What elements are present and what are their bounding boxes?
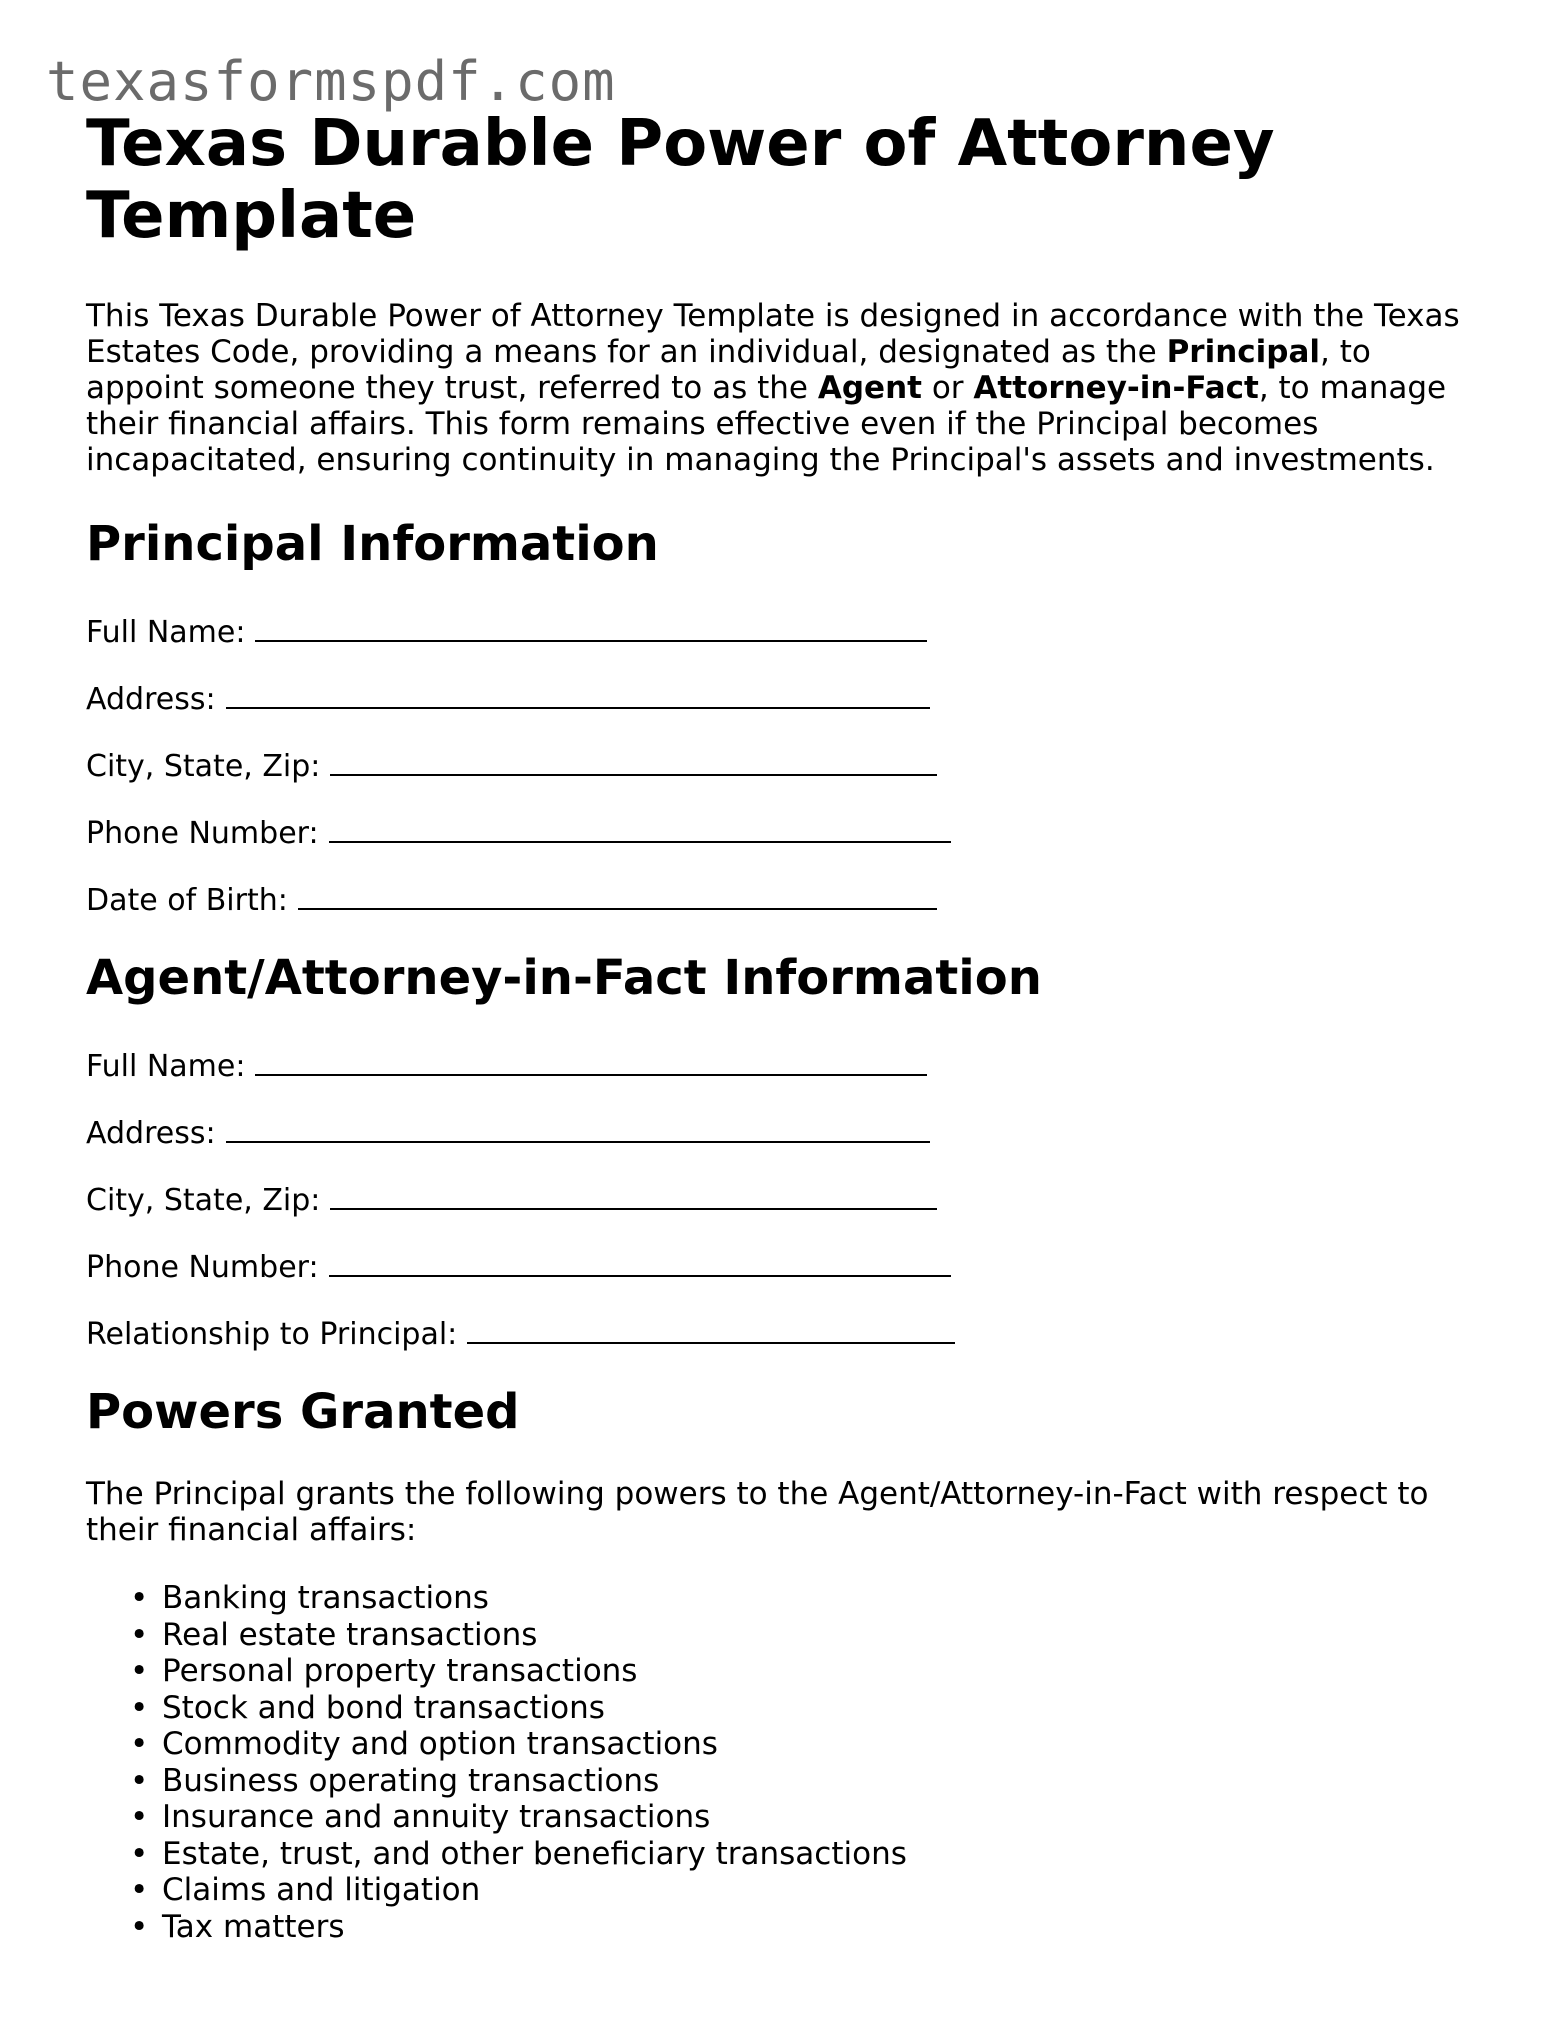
list-item bbox=[130, 1726, 907, 1763]
field-label: Address: bbox=[86, 1116, 216, 1151]
principal-phone-field bbox=[86, 813, 951, 852]
list-item bbox=[130, 1799, 907, 1836]
list-item bbox=[130, 1872, 907, 1909]
bullet-icon: • bbox=[130, 1799, 149, 1835]
powers-intro-text: The Principal grants the following powers to the Agent/Attorney-in-Fact with respect to their financial affairs: bbox=[86, 1476, 1429, 1548]
power-label: Commodity and option transactions bbox=[162, 1726, 718, 1762]
principal-city-state-zip-field bbox=[86, 746, 937, 785]
bullet-icon: • bbox=[130, 1653, 149, 1689]
list-item bbox=[130, 1616, 907, 1654]
agent-relationship-blank[interactable] bbox=[467, 1314, 955, 1344]
field-label: Phone Number: bbox=[86, 1250, 319, 1285]
agent-phone-field bbox=[86, 1247, 951, 1286]
principal-section-heading: Principal Information bbox=[86, 516, 659, 572]
power-label: Tax matters bbox=[162, 1908, 345, 1945]
intro-paragraph bbox=[86, 298, 1486, 478]
agent-section-heading: Agent/Attorney-in-Fact Information bbox=[86, 950, 1042, 1006]
bullet-icon: • bbox=[130, 1908, 149, 1945]
agent-full-name-field bbox=[86, 1046, 927, 1085]
principal-address-field bbox=[86, 679, 930, 718]
bullet-icon: • bbox=[130, 1835, 149, 1872]
intro-text: , to manage their financial affairs. This form remains effective even if the Principal becomes incapacitated, ensuring continuity in managing the Principal's assets and investments. bbox=[86, 370, 1447, 478]
bullet-icon: • bbox=[130, 1580, 149, 1616]
field-label: City, State, Zip: bbox=[86, 749, 321, 784]
powers-section-heading: Powers Granted bbox=[86, 1384, 520, 1440]
field-label: Phone Number: bbox=[86, 816, 319, 851]
watermark: texasformspdf.com bbox=[46, 50, 616, 113]
bullet-icon: • bbox=[130, 1726, 149, 1762]
power-label: Banking transactions bbox=[162, 1580, 489, 1616]
bullet-icon: • bbox=[130, 1616, 149, 1653]
principal-dob-blank[interactable] bbox=[298, 880, 937, 910]
power-label: Personal property transactions bbox=[162, 1653, 638, 1689]
powers-list bbox=[86, 1580, 907, 1945]
field-label: City, State, Zip: bbox=[86, 1183, 321, 1218]
document-page bbox=[86, 107, 1486, 1945]
principal-dob-field bbox=[86, 880, 937, 919]
bullet-icon: • bbox=[130, 1872, 149, 1908]
list-item bbox=[130, 1580, 907, 1617]
field-label: Date of Birth: bbox=[86, 883, 288, 918]
list-item bbox=[130, 1653, 907, 1690]
power-label: Claims and litigation bbox=[162, 1872, 481, 1908]
principal-full-name-blank[interactable] bbox=[255, 612, 927, 642]
power-label: Estate, trust, and other beneficiary transactions bbox=[162, 1835, 907, 1872]
principal-city-state-zip-blank[interactable] bbox=[330, 746, 937, 776]
agent-address-blank[interactable] bbox=[226, 1113, 930, 1143]
list-item bbox=[130, 1762, 907, 1800]
agent-phone-blank[interactable] bbox=[329, 1247, 951, 1277]
bullet-icon: • bbox=[130, 1689, 149, 1726]
field-label: Address: bbox=[86, 682, 216, 717]
page-title: Texas Durable Power of Attorney Template bbox=[86, 107, 1275, 253]
field-label: Full Name: bbox=[86, 1049, 246, 1084]
power-label: Real estate transactions bbox=[162, 1616, 538, 1653]
power-label: Insurance and annuity transactions bbox=[162, 1799, 711, 1835]
list-item bbox=[130, 1689, 907, 1727]
agent-relationship-field bbox=[86, 1314, 955, 1353]
principal-address-blank[interactable] bbox=[226, 679, 930, 709]
power-label: Stock and bond transactions bbox=[162, 1689, 605, 1726]
list-item bbox=[130, 1835, 907, 1873]
field-label: Relationship to Principal: bbox=[86, 1317, 458, 1352]
intro-text: or bbox=[921, 370, 974, 406]
list-item bbox=[130, 1908, 907, 1946]
agent-full-name-blank[interactable] bbox=[255, 1046, 927, 1076]
principal-phone-blank[interactable] bbox=[329, 813, 951, 843]
agent-city-state-zip-field bbox=[86, 1180, 937, 1219]
intro-text: , to appoint someone they trust, referred to as the bbox=[86, 334, 1371, 406]
agent-city-state-zip-blank[interactable] bbox=[330, 1180, 937, 1210]
principal-full-name-field bbox=[86, 612, 927, 651]
bullet-icon: • bbox=[130, 1762, 149, 1799]
intro-agent-term: Agent bbox=[817, 370, 922, 406]
intro-attorney-term: Attorney-in-Fact bbox=[973, 370, 1259, 406]
field-label: Full Name: bbox=[86, 615, 246, 650]
intro-text: This Texas Durable Power of Attorney Template is designed in accordance with the Texas Estates Code, providing a means for an individual, designated as the bbox=[86, 298, 1460, 370]
intro-principal-term: Principal bbox=[1166, 334, 1321, 370]
agent-address-field bbox=[86, 1113, 930, 1152]
power-label: Business operating transactions bbox=[162, 1762, 660, 1799]
